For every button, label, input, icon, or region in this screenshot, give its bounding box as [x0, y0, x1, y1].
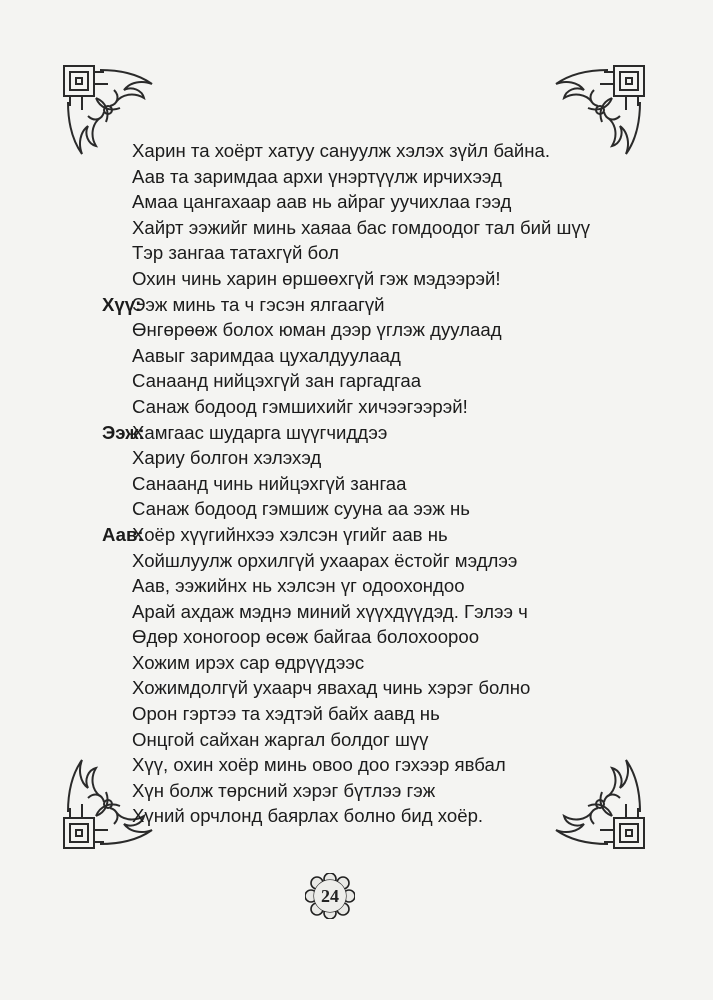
line-text: Онцгой сайхан жаргал болдог шүү: [132, 728, 429, 750]
poem-line: [102, 675, 622, 701]
poem-line: [102, 701, 622, 727]
poem-line: [102, 752, 622, 778]
poem-line: [102, 138, 622, 164]
poem-line: [102, 215, 622, 241]
line-text: Орон гэртээ та хэдтэй байх аавд нь: [132, 703, 440, 725]
line-text: Өдөр хоногоор өсөж байгаа болохоороо: [132, 626, 480, 648]
line-text: Хамгаас шударга шүүгчиддээ: [132, 421, 388, 443]
poem-line: [102, 317, 622, 343]
poem-line: [102, 471, 622, 497]
line-text: Санаанд нийцэхгүй зан гаргадгаа: [132, 370, 422, 392]
line-text: Аавыг заримдаа цухалдуулаад: [132, 344, 401, 366]
line-text: Хожимдолгүй ухаарч явахад чинь хэрэг болно: [132, 677, 531, 699]
poem-line: [102, 189, 622, 215]
poem-line: [102, 522, 622, 548]
speaker-label: Аав:: [102, 523, 144, 545]
poem-line: [102, 240, 622, 266]
line-text: Хүн болж төрсний хэрэг бүтлээ гэж: [132, 779, 436, 801]
poem-line: [102, 624, 622, 650]
poem-line: [102, 778, 622, 804]
line-text: Охин чинь харин өршөөхгүй гэж мэдээрэй!: [132, 267, 501, 289]
poem-line: [102, 650, 622, 676]
poem-line: [102, 548, 622, 574]
line-text: Амаа цангахаар аав нь айраг уучихлаа гээд: [132, 191, 512, 213]
line-text: Хайрт ээжийг минь хаяаа бас гомдоодог тал бий шүү: [132, 216, 591, 238]
page-number: 24: [321, 885, 339, 906]
line-text: Хариу болгон хэлэхэд: [132, 447, 322, 469]
poem-line: [102, 343, 622, 369]
page-number-badge: [305, 873, 355, 919]
line-text: Санаж бодоод гэмшихийг хичээгээрэй!: [132, 395, 468, 417]
line-text: Аав та заримдаа архи үнэртүүлж ирчихээд: [132, 165, 502, 187]
line-text: Харин та хоёрт хатуу сануулж хэлэх зүйл байна.: [132, 140, 551, 161]
line-text: Арай ахдаж мэднэ миний хүүхдүүдэд. Гэлээ ч: [132, 600, 528, 622]
line-text: Хүү, охин хоёр минь овоо доо гэхээр явбал: [132, 754, 506, 776]
line-text: Санаж бодоод гэмшиж сууна аа ээж нь: [132, 498, 470, 520]
line-text: Хожим ирэх сар өдрүүдээс: [132, 651, 365, 673]
line-text: Аав, ээжийнх нь хэлсэн үг одоохондоо: [132, 575, 465, 597]
poem-line: [102, 803, 622, 829]
speaker-label: Хүү:: [102, 293, 142, 315]
line-text: Хоёр хүүгийнхээ хэлсэн үгийг аав нь: [132, 523, 448, 545]
line-text: Хүний орчлонд баярлах болно бид хоёр.: [132, 805, 484, 827]
poem-line: [102, 164, 622, 190]
line-text: Хойшлуулж орхилгүй ухаарах ёстойг мэдлээ: [132, 549, 518, 571]
poem-line: [102, 266, 622, 292]
poem-line: [102, 727, 622, 753]
poem-line: [102, 445, 622, 471]
line-text: Санаанд чинь нийцэхгүй зангаа: [132, 472, 407, 494]
poem-line: [102, 292, 622, 318]
poem-line: [102, 368, 622, 394]
line-text: Ээж минь та ч гэсэн ялгаагүй: [132, 293, 385, 315]
poem-line: [102, 496, 622, 522]
poem-text: [102, 138, 622, 829]
line-text: Тэр зангаа татахгүй бол: [132, 242, 339, 264]
poem-line: [102, 394, 622, 420]
poem-line: [102, 573, 622, 599]
poem-line: [102, 599, 622, 625]
poem-line: [102, 420, 622, 446]
speaker-label: Ээж:: [102, 421, 145, 443]
line-text: Өнгөрөөж болох юман дээр үглэж дуулаад: [132, 319, 502, 341]
